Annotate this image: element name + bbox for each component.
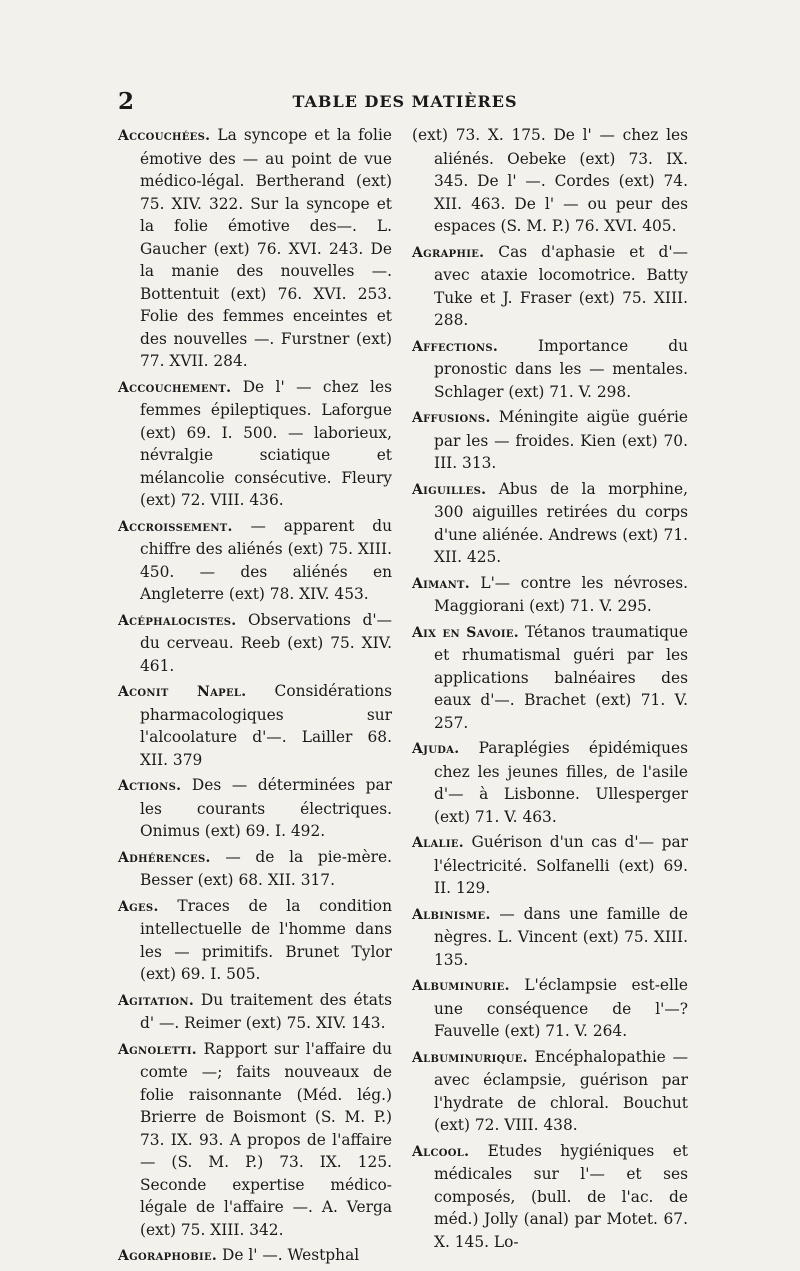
index-entry <box>412 1046 688 1137</box>
entry-headword: Agraphie. <box>412 244 485 261</box>
index-entry <box>412 335 688 404</box>
index-entry <box>412 572 688 618</box>
entry-headword: Agnoletti. <box>118 1041 197 1058</box>
index-entry <box>118 609 392 678</box>
entry-headword: Agitation. <box>118 992 195 1009</box>
entry-text: De l' —. Westphal <box>217 1246 360 1264</box>
entry-headword: Agoraphobie. <box>118 1248 218 1264</box>
entry-headword: Adhérences. <box>118 849 211 866</box>
entry-text: La syncope et la folie émotive des — au point de vue médico-légal. Bertherand (ext) 75. XIV. 322. Sur la syncope et la folie émotive des—. L. Gaucher (ext) 76. XVI. 243. De la manie des nouvelles —. Bottentuit (ext) 76. XVI. 253. Folie des femmes enceintes et des nouvelles —. Furstner (ext) 77. XVII. 284. <box>140 126 392 370</box>
entry-text: Considérations pharmacologiques sur l'alcoolature d'—. Lailler 68. XII. 379 <box>140 682 393 769</box>
entry-headword: Affections. <box>412 338 499 355</box>
entry-text: (ext) 73. X. 175. De l' — chez les aliénés. Oebeke (ext) 73. IX. 345. De l' —. Cordes (ext) 74. XII. 463. De l' — ou peur des espaces (S. M. P.) 76. XVI. 405. <box>412 126 688 235</box>
entry-text: Observations d'— du cerveau. Reeb (ext) 75. XIV. 461. <box>140 610 392 675</box>
entry-text: Abus de la morphine, 300 aiguilles retirées du corps d'une aliénée. Andrews (ext) 71. XII. 425. <box>434 479 688 566</box>
entry-text: Encéphalopathie — avec éclampsie, guérison par l'hydrate de chloral. Bouchut (ext) 72. VIII. 438. <box>434 1047 688 1134</box>
entry-text: Des — déterminées par les courants électriques. Onimus (ext) 69. I. 492. <box>140 776 392 840</box>
entry-text: Paraplégies épidémiques chez les jeunes filles, de l'asile d'— à Lisbonne. Ullesperger (ext) 71. V. 463. <box>434 739 688 826</box>
entry-headword: Acéphalocistes. <box>118 612 237 629</box>
index-entry <box>412 478 688 569</box>
index-entry <box>118 124 392 373</box>
index-entry <box>118 989 392 1035</box>
left-column <box>118 124 392 1271</box>
entry-headword: Accouchement. <box>118 379 232 396</box>
entry-headword: Accroissement. <box>118 518 233 535</box>
entry-text: Etudes hygiéniques et médicales sur l'— et ses composés, (bull. de l'ac. de méd.) Jolly (anal) par Motet. 67. X. 145. Lo- <box>434 1141 688 1251</box>
running-title: TABLE DES MATIÈRES <box>292 92 518 111</box>
index-entry <box>118 515 392 606</box>
entry-text: — dans une famille de nègres. L. Vincent (ext) 75. XIII. 135. <box>434 904 688 969</box>
index-entry <box>412 621 688 735</box>
entry-headword: Albuminurie. <box>412 978 510 994</box>
entry-headword: Aiguilles. <box>412 481 487 498</box>
index-entry <box>118 1244 392 1268</box>
entry-text: Cas d'aphasie et d'— avec ataxie locomotrice. Batty Tuke et J. Fraser (ext) 75. XIII. 288. <box>434 242 688 329</box>
index-entry <box>412 903 688 972</box>
entry-headword: Aconit Napel. <box>118 684 247 700</box>
index-entry <box>118 1038 392 1242</box>
entry-text: — de la pie-mère. Besser (ext) 68. XII. 317. <box>140 847 392 889</box>
entry-headword: Aix en Savoie. <box>412 624 519 641</box>
entry-text: Guérison d'un cas d'— par l'électricité. Solfanelli (ext) 69. II. 129. <box>434 833 688 897</box>
entry-text: De l' — chez les femmes épileptiques. Laforgue (ext) 69. I. 500. — laborieux, névralgie sciatique et mélancolie consécutive. Fleury (ext) 72. VIII. 436. <box>140 377 392 509</box>
index-entry <box>118 376 392 512</box>
entry-text: Du traitement des états d' —. Reimer (ext) 75. XIV. 143. <box>140 990 392 1032</box>
index-entry <box>118 680 392 771</box>
index-entry <box>118 774 392 843</box>
entry-headword: Albinisme. <box>412 906 491 923</box>
index-entry <box>412 974 688 1043</box>
entry-headword: Ages. <box>118 898 159 915</box>
entry-headword: Aimant. <box>412 575 470 592</box>
entry-headword: Albuminurique. <box>412 1049 528 1066</box>
entry-text: Rapport sur l'affaire du comte —; faits nouveaux de folie raisonnante (Méd. lég.) Brierre de Boismont (S. M. P.) 73. IX. 93. A propos de l'affaire — (S. M. P.) 73. IX. 125. Seconde expertise médico-légale de l'affaire —. A. Verga (ext) 75. XIII. 342. <box>140 1039 392 1239</box>
entry-text: Méningite aigüe guérie par les — froides. Kien (ext) 70. III. 313. <box>434 408 688 472</box>
index-entry <box>118 846 392 892</box>
index-entry <box>412 831 688 900</box>
index-entry <box>412 1140 688 1254</box>
index-entry <box>412 737 688 828</box>
page-header <box>118 88 692 118</box>
entry-headword: Alalie. <box>412 835 464 851</box>
entry-headword: Accouchées. <box>118 128 211 144</box>
entry-headword: Ajuda. <box>412 741 460 757</box>
entry-headword: Affusions. <box>412 410 491 426</box>
index-entry <box>412 241 688 332</box>
index-entry <box>118 895 392 986</box>
entry-text: L'— contre les névroses. Maggiorani (ext) 71. V. 295. <box>434 573 688 615</box>
right-column <box>412 124 688 1256</box>
entry-headword: Alcool. <box>412 1143 470 1160</box>
entry-text: Tétanos traumatique et rhumatismal guéri par les applications balnéaires des eaux d'—. Brachet (ext) 71. V. 257. <box>434 622 688 732</box>
entry-text: — apparent du chiffre des aliénés (ext) 75. XIII. 450. — des aliénés en Angleterre (ext) 78. XIV. 453. <box>140 516 392 603</box>
entry-text: L'éclampsie est-elle une conséquence de l'—? Fauvelle (ext) 71. V. 264. <box>434 976 688 1040</box>
entry-text: Traces de la condition intellectuelle de l'homme dans les — primitifs. Brunet Tylor (ext) 69. I. 505. <box>140 896 392 983</box>
entry-text: Importance du pronostic dans les — mentales. Schlager (ext) 71. V. 298. <box>434 336 688 401</box>
page-number: 2 <box>118 88 135 115</box>
index-entry <box>412 124 688 238</box>
index-entry <box>412 406 688 475</box>
entry-headword: Actions. <box>118 778 182 794</box>
